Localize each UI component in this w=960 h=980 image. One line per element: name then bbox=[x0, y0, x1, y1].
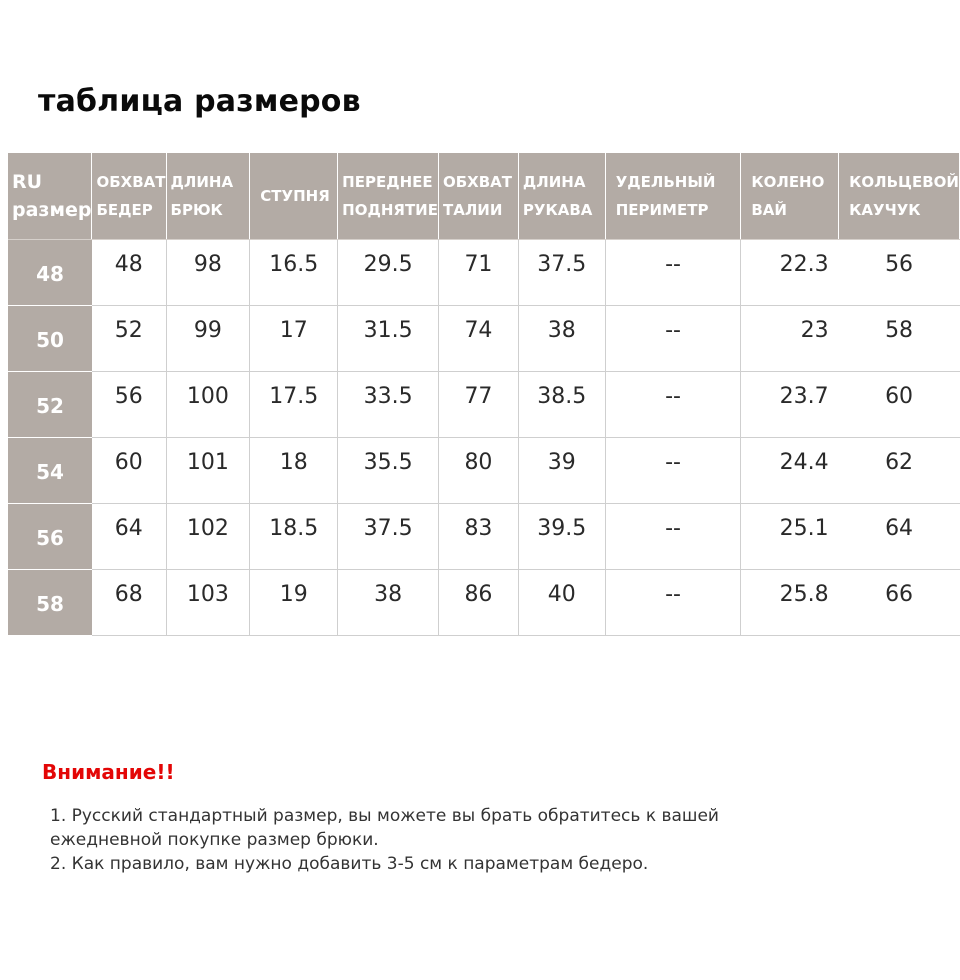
table-cell: 23.7 bbox=[741, 372, 839, 438]
header-sleeve-length: ДЛИНА РУКАВА bbox=[518, 153, 605, 240]
table-cell: -- bbox=[605, 306, 741, 372]
size-cell: 52 bbox=[8, 372, 92, 438]
table-cell: 98 bbox=[166, 240, 250, 306]
table-row bbox=[8, 438, 960, 504]
table-cell: 52 bbox=[92, 306, 166, 372]
table-cell: 100 bbox=[166, 372, 250, 438]
table-cell: 18 bbox=[250, 438, 338, 504]
table-cell: 101 bbox=[166, 438, 250, 504]
table-cell: 99 bbox=[166, 306, 250, 372]
table-cell: 56 bbox=[92, 372, 166, 438]
table-cell: 38.5 bbox=[518, 372, 605, 438]
table-cell: 23 bbox=[741, 306, 839, 372]
page-title: таблица размеров bbox=[38, 84, 361, 119]
warning-heading: Внимание!! bbox=[42, 760, 175, 784]
table-cell: 56 bbox=[839, 240, 960, 306]
table-cell: 64 bbox=[92, 504, 166, 570]
table-cell: 24.4 bbox=[741, 438, 839, 504]
table-cell: 39.5 bbox=[518, 504, 605, 570]
table-row bbox=[8, 570, 960, 636]
table-cell: 71 bbox=[438, 240, 518, 306]
table-cell: 38 bbox=[338, 570, 439, 636]
note-line-2: ежедневной покупке размер брюки. bbox=[50, 830, 379, 850]
table-cell: -- bbox=[605, 438, 741, 504]
table-cell: 77 bbox=[438, 372, 518, 438]
table-cell: 74 bbox=[438, 306, 518, 372]
note-line-1: 1. Русский стандартный размер, вы можете вы брать обратитесь к вашей bbox=[50, 806, 719, 826]
note-line-3: 2. Как правило, вам нужно добавить 3-5 см к параметрам бедеро. bbox=[50, 854, 649, 874]
table-row bbox=[8, 504, 960, 570]
table-cell: 103 bbox=[166, 570, 250, 636]
table-cell: 80 bbox=[438, 438, 518, 504]
table-cell: 83 bbox=[438, 504, 518, 570]
notes-block bbox=[50, 804, 770, 876]
header-trouser-length: ДЛИНА БРЮК bbox=[166, 153, 250, 240]
header-knee: КОЛЕНО ВАЙ bbox=[741, 153, 839, 240]
table-body bbox=[8, 240, 960, 636]
table-cell: -- bbox=[605, 372, 741, 438]
table-cell: 33.5 bbox=[338, 372, 439, 438]
header-ru-size: RU размер bbox=[8, 153, 92, 240]
table-cell: 17.5 bbox=[250, 372, 338, 438]
table-cell: 64 bbox=[839, 504, 960, 570]
table-cell: 37.5 bbox=[518, 240, 605, 306]
table-cell: 68 bbox=[92, 570, 166, 636]
header-waist-girth: ОБХВАТ ТАЛИИ bbox=[438, 153, 518, 240]
table-row bbox=[8, 372, 960, 438]
table-cell: 86 bbox=[438, 570, 518, 636]
table-cell: 16.5 bbox=[250, 240, 338, 306]
table-cell: 102 bbox=[166, 504, 250, 570]
table-cell: 62 bbox=[839, 438, 960, 504]
table-row bbox=[8, 306, 960, 372]
table-cell: 29.5 bbox=[338, 240, 439, 306]
table-cell: 37.5 bbox=[338, 504, 439, 570]
table-cell: 25.1 bbox=[741, 504, 839, 570]
table-cell: 39 bbox=[518, 438, 605, 504]
table-cell: 25.8 bbox=[741, 570, 839, 636]
table-cell: 35.5 bbox=[338, 438, 439, 504]
table-cell: 40 bbox=[518, 570, 605, 636]
header-specific-perimeter: УДЕЛЬНЫЙ ПЕРИМЕТР bbox=[605, 153, 741, 240]
table-cell: 48 bbox=[92, 240, 166, 306]
table-cell: 66 bbox=[839, 570, 960, 636]
table-cell: 22.3 bbox=[741, 240, 839, 306]
table-cell: 19 bbox=[250, 570, 338, 636]
header-ring-rubber: КОЛЬЦЕВОЙ КАУЧУК bbox=[839, 153, 960, 240]
table-cell: 60 bbox=[839, 372, 960, 438]
header-front-rise: ПЕРЕДНЕЕ ПОДНЯТИЕ bbox=[338, 153, 439, 240]
table-cell: 31.5 bbox=[338, 306, 439, 372]
table-cell: -- bbox=[605, 504, 741, 570]
table-header-row bbox=[8, 153, 960, 240]
table-cell: -- bbox=[605, 570, 741, 636]
header-foot: СТУПНЯ bbox=[250, 153, 338, 240]
table-row bbox=[8, 240, 960, 306]
size-table bbox=[8, 153, 960, 636]
table-cell: 18.5 bbox=[250, 504, 338, 570]
table-cell: 58 bbox=[839, 306, 960, 372]
size-cell: 54 bbox=[8, 438, 92, 504]
size-cell: 48 bbox=[8, 240, 92, 306]
table-cell: 60 bbox=[92, 438, 166, 504]
table-cell: -- bbox=[605, 240, 741, 306]
size-cell: 58 bbox=[8, 570, 92, 636]
table-cell: 17 bbox=[250, 306, 338, 372]
size-cell: 56 bbox=[8, 504, 92, 570]
table-cell: 38 bbox=[518, 306, 605, 372]
header-hip-girth: ОБХВАТ БЕДЕР bbox=[92, 153, 166, 240]
size-cell: 50 bbox=[8, 306, 92, 372]
